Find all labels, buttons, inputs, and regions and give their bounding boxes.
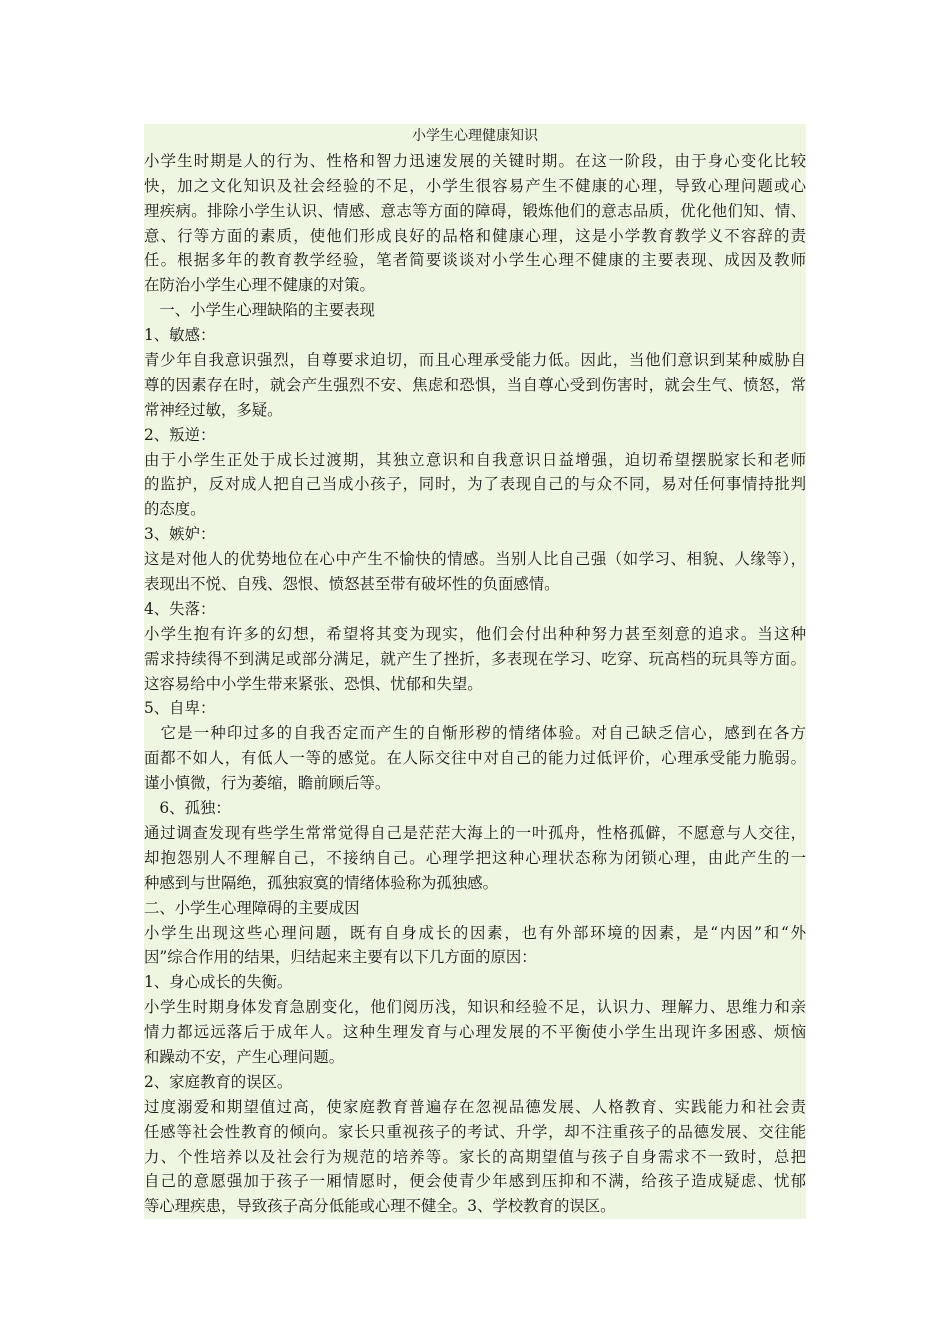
text-line: 在防治小学生心理不健康的对策。 (144, 276, 375, 295)
text-line: 因”综合作用的结果，归结起来主要有以下几方面的原因： (144, 948, 537, 967)
text-line: 表现出不悦、自残、怨恨、愤怒甚至带有破坏性的负面感情。 (144, 575, 560, 594)
text-line: 4、失落： (144, 599, 216, 618)
text-line: 一、小学生心理缺陷的主要表现 (144, 301, 375, 320)
text-line: 2、叛逆： (144, 425, 216, 444)
document-body (144, 124, 806, 1219)
text-line: 尊的因素存在时，就会产生强烈不安、焦虑和恐惧，当自尊心受到伤害时，就会生气、愤怒，常 (144, 375, 806, 394)
text-line: 小学生抱有许多的幻想，希望将其变为现实，他们会付出种种努力甚至刻意的追求。当这种 (144, 624, 806, 643)
text-line: 5、自卑： (144, 699, 216, 718)
document-title: 小学生心理健康知识 (412, 128, 538, 144)
text-line: 却抱怨别人不理解自己，不接纳自己。心理学把这种心理状态称为闭锁心理，由此产生的一 (144, 848, 806, 867)
text-line: 快，加之文化知识及社会经验的不足，小学生很容易产生不健康的心理，导致心理问题或心 (144, 176, 806, 195)
text-line: 6、孤独： (144, 799, 231, 818)
text-line: 和躁动不安，产生心理问题。 (144, 1047, 345, 1066)
text-line: 它是一种印过多的自我否定而产生的自惭形秽的情绪体验。对自己缺乏信心，感到在各方 (144, 724, 806, 743)
text-line: 需求持续得不到满足或部分满足，就产生了挫折，多表现在学习、吃穿、玩高档的玩具等方面。 (144, 649, 806, 668)
text-line: 二、小学生心理障碍的主要成因 (144, 898, 360, 917)
text-line: 青少年自我意识强烈，自尊要求迫切，而且心理承受能力低。因此，当他们意识到某种威胁自 (144, 351, 806, 370)
text-line: 小学生时期身体发育急剧变化，他们阅历浅，知识和经验不足，认识力、理解力、思维力和亲 (144, 998, 806, 1017)
text-line: 的态度。 (144, 500, 206, 519)
text-line: 这容易给中小学生带来紧张、恐惧、忧郁和失望。 (144, 674, 483, 693)
text-line: 小学生时期是人的行为、性格和智力迅速发展的关键时期。在这一阶段，由于身心变化比较 (144, 151, 806, 170)
text-line: 过度溺爱和期望值过高，使家庭教育普遍存在忽视品德发展、人格教育、实践能力和社会责 (144, 1097, 806, 1116)
text-line: 等心理疾患，导致孩子高分低能或心理不健全。3、学校教育的误区。 (144, 1197, 616, 1216)
text-line: 面都不如人，有低人一等的感觉。在人际交往中对自己的能力过低评价，心理承受能力脆弱。 (144, 749, 806, 768)
text-line: 小学生出现这些心理问题，既有自身成长的因素，也有外部环境的因素，是“内因”和“外 (144, 923, 806, 942)
text-line: 2、家庭教育的误区。 (144, 1072, 293, 1091)
text-line: 由于小学生正处于成长过渡期，其独立意识和自我意识日益增强，迫切希望摆脱家长和老师 (144, 450, 806, 469)
text-line: 任。根据多年的教育教学经验，笔者简要谈谈对小学生心理不健康的主要表现、成因及教师 (144, 251, 806, 270)
text-line: 的监护，反对成人把自己当成小孩子，同时，为了表现自己的与众不同，易对任何事情持批判 (144, 475, 806, 494)
text-line: 3、嫉妒： (144, 525, 216, 544)
text-line: 力、个性培养以及社会行为规范的培养等。家长的高期望值与孩子自身需求不一致时，总把 (144, 1147, 806, 1166)
text-line: 常神经过敏，多疑。 (144, 400, 283, 419)
text-line: 自己的意愿强加于孩子一厢情愿时，便会使青少年感到压抑和不满，给孩子造成疑虑、忧郁 (144, 1172, 806, 1191)
text-line: 理疾病。排除小学生认识、情感、意志等方面的障碍，锻炼他们的意志品质，优化他们知、情、 (144, 201, 806, 220)
text-line: 通过调查发现有些学生常常觉得自己是茫茫大海上的一叶孤舟，性格孤僻，不愿意与人交往， (144, 823, 806, 842)
text-line: 任感等社会性教育的倾向。家长只重视孩子的考试、升学，却不注重孩子的品德发展、交往能 (144, 1122, 806, 1141)
text-line: 1、身心成长的失衡。 (144, 973, 293, 992)
text-line: 这是对他人的优势地位在心中产生不愉快的情感。当别人比自己强（如学习、相貌、人缘等）， (144, 550, 806, 569)
text-line: 种感到与世隔绝，孤独寂寞的情绪体验称为孤独感。 (144, 873, 498, 892)
text-line: 情力都远远落后于成年人。这种生理发育与心理发展的不平衡使小学生出现许多困惑、烦恼 (144, 1023, 806, 1042)
text-line: 1、敏感： (144, 326, 216, 345)
text-line: 意、行等方面的素质，使他们形成良好的品格和健康心理，这是小学教育教学义不容辞的责 (144, 226, 806, 245)
text-line: 谨小慎微，行为萎缩，瞻前顾后等。 (144, 774, 391, 793)
